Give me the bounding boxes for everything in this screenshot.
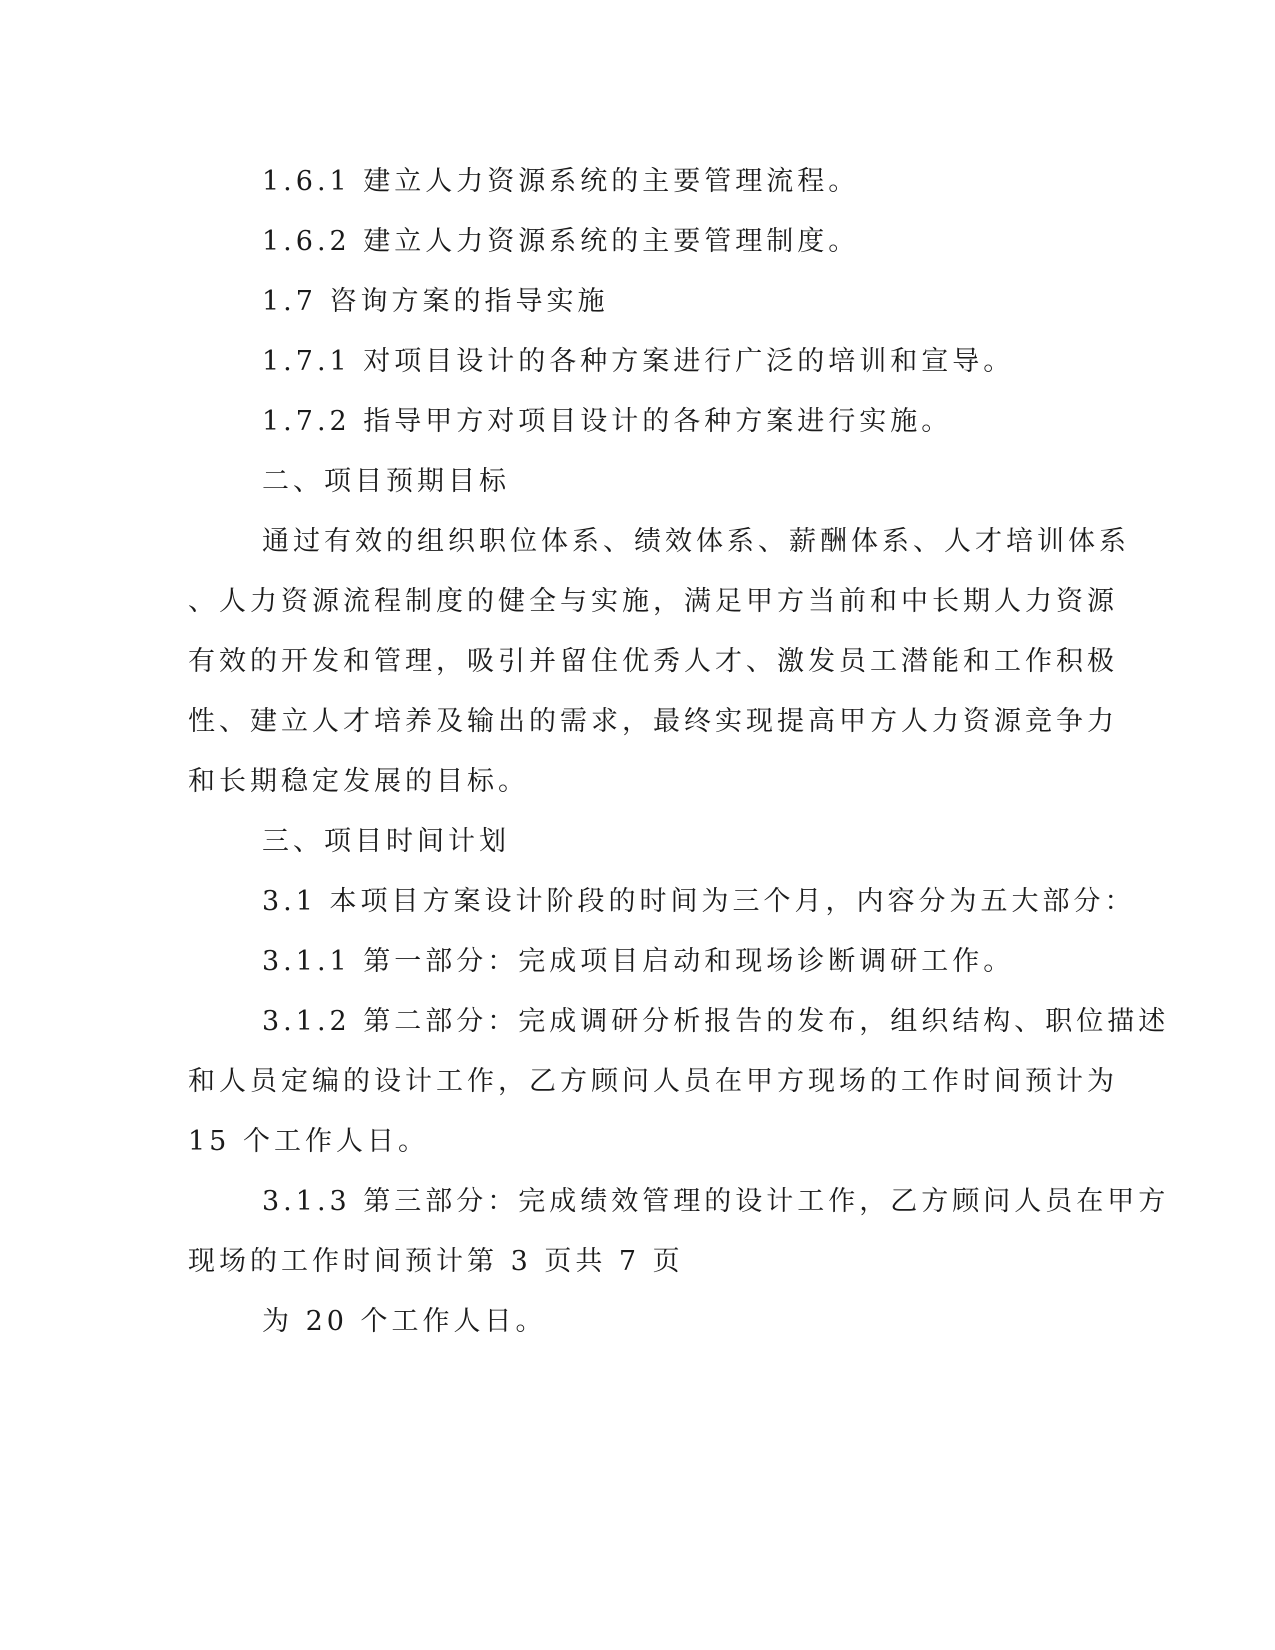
paragraph-line: 性、建立人才培养及输出的需求，最终实现提高甲方人力资源竞争力	[188, 706, 1118, 737]
section-heading: 二、项目预期目标	[262, 466, 510, 497]
paragraph-line: 、人力资源流程制度的健全与实施，满足甲方当前和中长期人力资源	[188, 586, 1118, 617]
paragraph-line: 通过有效的组织职位体系、绩效体系、薪酬体系、人才培训体系	[262, 526, 1130, 557]
text-line: 1.7.2 指导甲方对项目设计的各种方案进行实施。	[262, 406, 953, 437]
paragraph-line: 为 20 个工作人日。	[262, 1306, 547, 1337]
section-heading: 1.7 咨询方案的指导实施	[262, 286, 609, 317]
section-heading: 三、项目时间计划	[262, 826, 510, 857]
paragraph-line: 现场的工作时间预计第 3 页共 7 页	[188, 1246, 684, 1277]
paragraph-line: 和长期稳定发展的目标。	[188, 766, 529, 797]
paragraph-line: 3.1.2 第二部分：完成调研分析报告的发布，组织结构、职位描述	[262, 1006, 1170, 1037]
text-line: 1.7.1 对项目设计的各种方案进行广泛的培训和宣导。	[262, 346, 1015, 377]
paragraph-line: 3.1.3 第三部分：完成绩效管理的设计工作，乙方顾问人员在甲方	[262, 1186, 1170, 1217]
text-line: 1.6.2 建立人力资源系统的主要管理制度。	[262, 226, 860, 257]
paragraph-line: 15 个工作人日。	[188, 1126, 429, 1157]
text-line: 3.1.1 第一部分：完成项目启动和现场诊断调研工作。	[262, 946, 1015, 977]
paragraph-line: 和人员定编的设计工作，乙方顾问人员在甲方现场的工作时间预计为	[188, 1066, 1118, 1097]
text-line: 1.6.1 建立人力资源系统的主要管理流程。	[262, 166, 860, 197]
paragraph-line: 有效的开发和管理，吸引并留住优秀人才、激发员工潜能和工作积极	[188, 646, 1118, 677]
text-line: 3.1 本项目方案设计阶段的时间为三个月，内容分为五大部分：	[262, 886, 1136, 917]
